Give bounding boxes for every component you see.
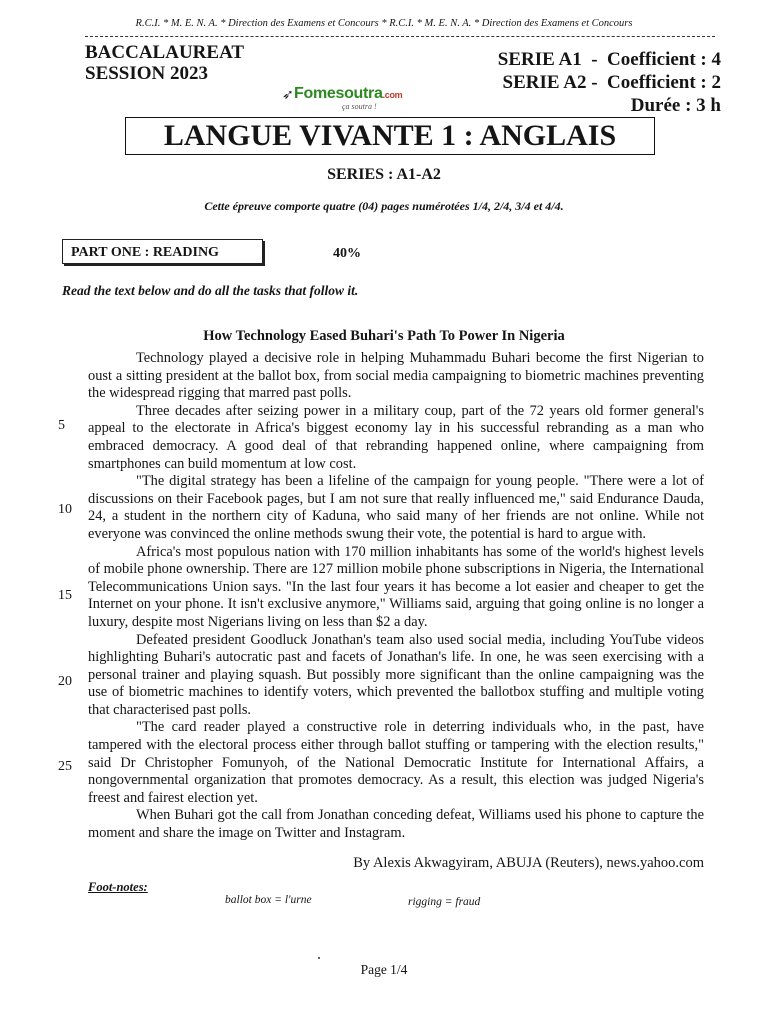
paragraph-7: When Buhari got the call from Jonathan conceding defeat, Williams used his phone to capture the moment and share the image on Twitter and Instagram. [88, 807, 704, 842]
footnote-ballot-box: ballot box = l'urne [225, 894, 312, 906]
ministry-header-line: R.C.I. * M. E. N. A. * Direction des Examens et Concours * R.C.I. * M. E. N. A. * Direction des Examens et Concours [135, 18, 633, 29]
fomesoutra-logo [282, 85, 417, 111]
paragraph-2: Three decades after seizing power in a military coup, part of the 72 years old former general's appeal to the electorate in Africa's biggest economy lay in his successful rebranding as a man who embraced democracy. A good deal of that rebranding happened online, where campaigning from smartphones can build momentum at low cost. [88, 402, 704, 472]
paragraph-6: "The card reader played a constructive role in deterring individuals who, in the past, have tampered with the electoral process either through ballot stuffing or tampering with the election results," said Dr Christopher Fomunyoh, of the National Democratic Institute for International Affairs, a nongovernmental organization that promotes democracy. As a result, this election was judged Nigeria's freest and fairest election yet. [88, 719, 704, 806]
paragraph-1: Technology played a decisive role in helping Muhammadu Buhari become the first Nigerian to oust a sitting president at the ballot box, from social media campaigning to biometric machines preventing the widespread rigging that marred past polls. [88, 350, 704, 402]
paragraph-5: Defeated president Goodluck Jonathan's team also used social media, including YouTube videos highlighting Buhari's autocratic past and facets of Jonathan's life. In one, he was seen exercising with a personal trainer and playing squash. But possibly more significant than the online campaigning was the use of biometric machines to identify voters, which prevented the ballotbox stuffing and multiple voting that characterised past polls. [88, 631, 704, 718]
line-number: 10 [58, 502, 72, 517]
logo-tagline: ça soutra ! [342, 102, 377, 111]
paragraph-4: Africa's most populous nation with 170 million inhabitants has some of the world's highest levels of mobile phone ownership. There are 127 million mobile phone subscriptions in Nigeria, the International Telecommunications Union says. "In the last four years it has become a lot easier and cheaper to get the Internet on your phone. It isn't exclusive anymore," Williams said, arguing that going online is no longer a luxury, despite most Nigerians living on less than $2 a day. [88, 543, 704, 630]
exam-duration: Durée : 3 h [630, 95, 721, 116]
series-a2-coefficient: SERIE A2 - Coefficient : 2 [502, 72, 721, 93]
article-title: How Technology Eased Buhari's Path To Power In Nigeria [203, 328, 565, 344]
page-count-note: Cette épreuve comporte quatre (04) pages numérotées 1/4, 2/4, 3/4 et 4/4. [204, 199, 564, 213]
part-one-label: PART ONE : READING [62, 239, 263, 264]
line-number: 25 [58, 759, 72, 774]
article-byline: By Alexis Akwagyiram, ABUJA (Reuters), news.yahoo.com [353, 855, 704, 871]
logo-brand: Fomesoutra.com [294, 85, 403, 102]
footnote-rigging: rigging = fraud [408, 896, 481, 908]
series-coefficients [498, 48, 721, 117]
part-one-percent: 40% [333, 246, 361, 261]
scan-speck [318, 957, 320, 959]
exam-info [85, 42, 244, 84]
exam-session: SESSION 2023 [85, 63, 209, 84]
subject-title: LANGUE VIVANTE 1 : ANGLAIS [125, 117, 655, 155]
logo-arrow-icon: ➶ [282, 88, 294, 103]
line-number: 5 [58, 418, 65, 433]
line-number: 20 [58, 674, 72, 689]
footnotes-title: Foot-notes: [88, 880, 148, 894]
line-number: 15 [58, 588, 72, 603]
article-body [88, 350, 704, 843]
paragraph-3: "The digital strategy has been a lifeline of the campaign for young people. "There were a lot of discussions on their Facebook pages, but I am not sure that really influenced me," said Endurance Dauda, 24, a student in the northern city of Kaduna, who said many of her friends are not online. While not everyone was convinced the online methods swung their vote, the potential is hard to argue with. [88, 473, 704, 542]
page-number: Page 1/4 [360, 962, 408, 977]
exam-name: BACCALAUREAT [85, 42, 245, 63]
reading-instruction: Read the text below and do all the tasks that follow it. [62, 283, 359, 298]
series-a1-coefficient: SERIE A1 - Coefficient : 4 [497, 49, 721, 70]
series-line: SERIES : A1-A2 [327, 166, 441, 183]
header-divider [85, 36, 715, 37]
